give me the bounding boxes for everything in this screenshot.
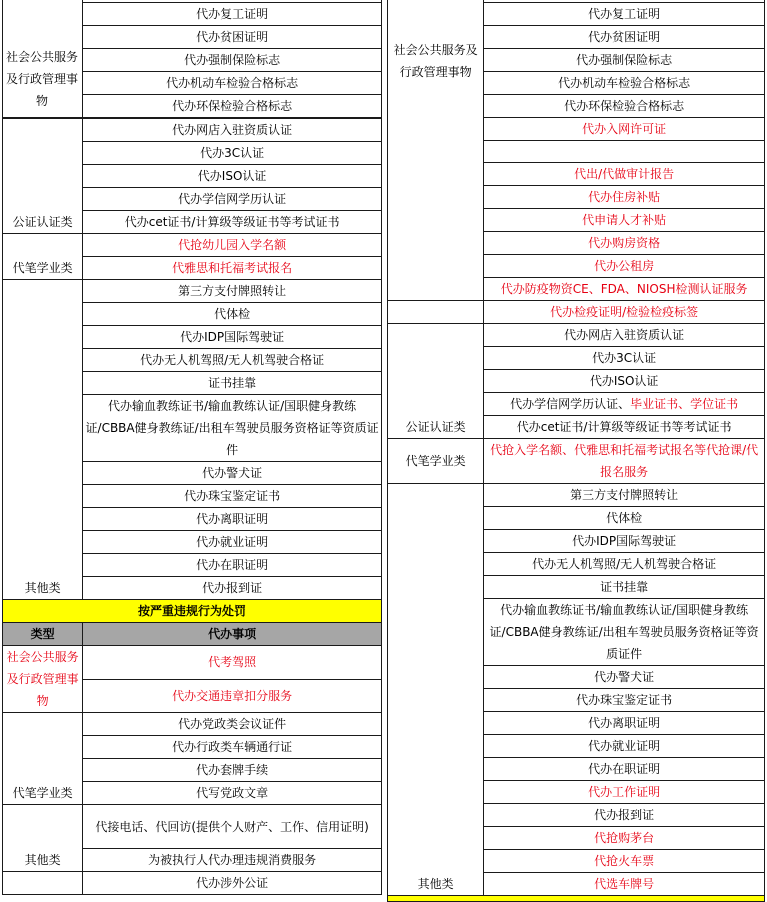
item-cell: 代办强制保险标志 — [83, 49, 382, 72]
item-cell: 代接电话、代回访(提供个人财产、工作、信用证明) — [83, 805, 382, 849]
item-cell: 代写党政文章 — [83, 782, 382, 805]
item-cell: 代办IDP国际驾驶证 — [83, 326, 382, 349]
header-item: 代办事项 — [83, 623, 382, 646]
item-cell: 代办警犬证 — [83, 462, 382, 485]
item-cell: 代办入网许可证 — [484, 118, 765, 141]
item-cell: 代办环保检验合格标志 — [83, 95, 382, 118]
item-cell: 代办检疫证明/检验检疫标签 — [484, 301, 765, 324]
category-cell: 其他类 — [3, 280, 83, 600]
item-cell: 代办涉外公证 — [83, 872, 382, 895]
item-cell: 代办cet证书/计算级等级证书等考试证书 — [484, 416, 765, 439]
item-cell: 代办3C认证 — [484, 347, 765, 370]
item-cell: 代选车牌号 — [484, 873, 765, 896]
item-cell: 代办购房资格 — [484, 232, 765, 255]
item-cell: 代办输血教练证书/输血教练认证/国职健身教练证/CBBA健身教练证/出租车驾驶员服务资格证等资质证件 — [83, 395, 382, 462]
category-cell: 代笔学业类 — [3, 234, 83, 280]
category-cell: 社会公共服务及行政管理事物 — [3, 646, 83, 713]
item-cell: 代办贫困证明 — [484, 26, 765, 49]
category-label: 社会公共服务及行政管理事物 — [5, 50, 78, 108]
category-cell — [388, 301, 484, 324]
category-cell: 公证认证类 — [388, 324, 484, 439]
item-cell: 代办珠宝鉴定证书 — [484, 689, 765, 712]
item-cell: 代办报到证 — [83, 577, 382, 600]
item-text-red: 毕业证书、学位证书 — [630, 397, 739, 411]
item-cell: 代办在职证明 — [484, 758, 765, 781]
item-cell: 代办套牌手续 — [83, 759, 382, 782]
category-cell: 其他类 — [3, 805, 83, 872]
item-cell: 代体检 — [484, 507, 765, 530]
item-cell: 代出/代做审计报告 — [484, 163, 765, 186]
item-cell: 代办住房补贴 — [484, 186, 765, 209]
item-cell: 代抢火车票 — [484, 850, 765, 873]
item-cell: 代办环保检验合格标志 — [484, 95, 765, 118]
item-cell: 代办网店入驻资质认证 — [484, 324, 765, 347]
left-table-cert — [2, 118, 382, 895]
item-cell: 证书挂靠 — [83, 372, 382, 395]
item-cell — [484, 141, 765, 163]
right-table-panel — [387, 0, 765, 902]
item-cell: 代办警犬证 — [484, 666, 765, 689]
item-cell: 代办离职证明 — [484, 712, 765, 735]
item-cell: 代办公租房 — [484, 255, 765, 278]
category-cell: 社会公共服务及行政管理事物 — [388, 0, 484, 301]
item-cell: 代办cet证书/计算级等级证书等考试证书 — [83, 211, 382, 234]
item-cell: 代办学信网学历认证 — [83, 188, 382, 211]
category-cell: 代笔学业类 — [388, 439, 484, 484]
item-cell: 代办贫困证明 — [83, 26, 382, 49]
item-cell: 代办行政类车辆通行证 — [83, 736, 382, 759]
left-table-panel — [0, 0, 382, 895]
item-cell — [484, 393, 765, 416]
item-cell: 代申请人才补贴 — [484, 209, 765, 232]
item-cell: 第三方支付牌照转让 — [484, 484, 765, 507]
item-cell: 第三方支付牌照转让 — [83, 280, 382, 303]
item-cell: 证书挂靠 — [484, 576, 765, 599]
item-cell: 代办党政类会议证件 — [83, 713, 382, 736]
item-cell: 代办工作证明 — [484, 781, 765, 804]
item-cell: 代雅思和托福考试报名 — [83, 257, 382, 280]
item-cell: 代办输血教练证书/输血教练认证/国职健身教练证/CBBA健身教练证/出租车驾驶员服务资格证等资质证件 — [484, 599, 765, 666]
item-cell: 代办离职证明 — [83, 508, 382, 531]
item-cell: 代办3C认证 — [83, 142, 382, 165]
item-cell: 代办ISO认证 — [484, 370, 765, 393]
header-type: 类型 — [3, 623, 83, 646]
category-cell: 公证认证类 — [3, 119, 83, 234]
item-cell: 代体检 — [83, 303, 382, 326]
item-cell: 代办就业证明 — [83, 531, 382, 554]
item-cell: 代办报到证 — [484, 804, 765, 827]
item-cell: 代办网店入驻资质认证 — [83, 119, 382, 142]
item-cell: 代办在职证明 — [83, 554, 382, 577]
item-cell: 代办复工证明 — [83, 3, 382, 26]
violation-banner-edge — [388, 896, 765, 902]
item-cell: 代办IDP国际驾驶证 — [484, 530, 765, 553]
item-cell: 代考驾照 — [83, 646, 382, 680]
item-cell: 代办强制保险标志 — [484, 49, 765, 72]
right-table — [387, 0, 765, 902]
category-cell — [3, 872, 83, 895]
category-cell: 代笔学业类 — [3, 713, 83, 805]
item-text: 代办学信网学历认证、 — [510, 397, 631, 411]
item-cell: 代办机动车检验合格标志 — [484, 72, 765, 95]
item-cell: 代办珠宝鉴定证书 — [83, 485, 382, 508]
item-cell: 代办机动车检验合格标志 — [83, 72, 382, 95]
item-cell: 代办无人机驾照/无人机驾驶合格证 — [484, 553, 765, 576]
item-cell: 代抢入学名额、代雅思和托福考试报名等代抢课/代报名服务 — [484, 439, 765, 484]
item-cell: 代办就业证明 — [484, 735, 765, 758]
item-cell: 代办防疫物资CE、FDA、NIOSH检测认证服务 — [484, 278, 765, 301]
item-cell: 代抢幼儿园入学名额 — [83, 234, 382, 257]
item-cell: 为被执行人代办理违规消费服务 — [83, 849, 382, 872]
category-cell: 其他类 — [388, 484, 484, 896]
item-cell: 代办无人机驾照/无人机驾驶合格证 — [83, 349, 382, 372]
item-cell: 代办复工证明 — [484, 3, 765, 26]
item-cell: 代办ISO认证 — [83, 165, 382, 188]
item-cell: 代抢购茅台 — [484, 827, 765, 850]
violation-banner: 按严重违规行为处罚 — [3, 600, 382, 623]
item-cell: 代办交通违章扣分服务 — [83, 679, 382, 713]
